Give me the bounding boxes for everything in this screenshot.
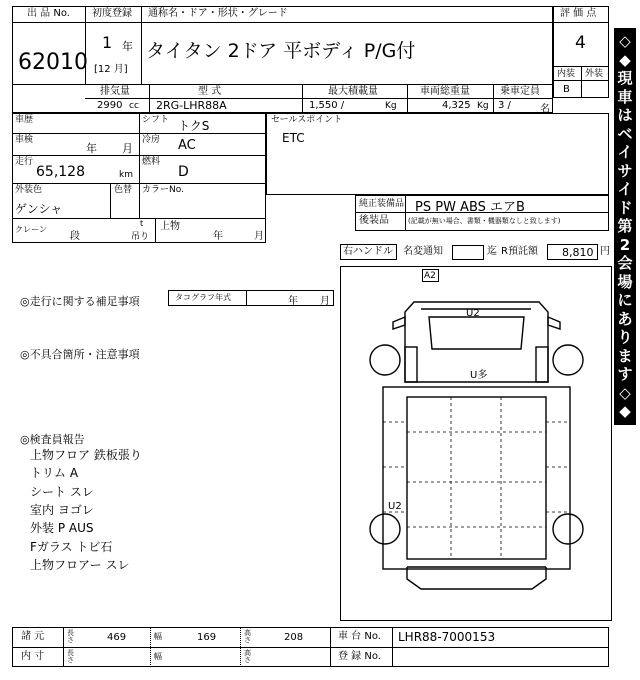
interior-height-label: 高さ [244,649,251,664]
report-line: 上物フロア 鉄板張り [30,448,142,462]
fuel-label: 燃料 [142,157,161,167]
chassis-label: 車 台 No. [338,631,381,642]
recycle-unit: 円 [600,246,610,257]
width-label: 幅 [154,632,162,641]
registration-label: 登 録 No. [338,651,381,662]
shift-value: トクS [178,119,210,133]
shift-label: シフト [142,115,170,125]
score-label: 評 価 点 [560,8,597,19]
height-value: 208 [284,632,304,643]
model-value: 2RG-LHR88A [156,99,227,112]
tacho-year: 年 [288,296,298,307]
recycle-value: 8,810 [562,246,594,259]
interior-width-label: 幅 [154,652,162,661]
crane-ton: t [140,219,144,228]
name-change-box [452,245,484,260]
ac-label: 冷房 [142,135,161,145]
defect-title: ◎不具合箇所・注意事項 [20,348,140,361]
maxload-unit: Kg [385,101,397,111]
ac-value: AC [178,138,196,153]
upper-year: 年 [213,231,223,242]
location-note: ◇ ◆ 現 車 は ベ イ サ イ ド 第 2 会 場 に あ り ま す ◇ ◆ [614,28,636,425]
color-change-label: 色替 [114,185,133,195]
report-line: 室内 ヨゴレ [30,503,94,517]
report-line: シート スレ [30,485,94,499]
crane-hang: 吊り [131,232,150,242]
gross-weight-label: 車両総重量 [420,86,470,97]
length-label: 長さ [67,629,74,644]
interior-score-label: 内装 [557,69,576,79]
upper-label: 上物 [160,221,180,232]
displacement-unit: cc [129,101,139,111]
capacity-value: 3 / [498,100,511,111]
report-line: 上物フロアー スレ [30,558,130,572]
travel-title: ◎走行に関する補足事項 [20,295,140,308]
capacity-label: 乗車定員 [500,86,540,97]
car-name: タイタン 2ドア 平ボディ P/G付 [146,40,416,62]
first-reg-label: 初度登録 [92,8,132,19]
mileage-value: 65,128 [36,164,85,180]
history-label: 車歴 [15,115,34,125]
inspector-title: ◎検査員報告 [20,433,85,446]
maxload-label: 最大積載量 [328,86,378,97]
exterior-score-label: 外装 [585,69,604,79]
color-code-label: カラーNo. [142,185,184,195]
color-label: 外装色 [15,185,43,195]
lot-label: 出 品 No. [27,8,70,19]
inspection-label: 車検 [15,135,34,145]
recycle-label: R預託額 [501,246,538,257]
handle-text: 右ハンドル [343,246,393,257]
report-line: Fガラス トビ石 [30,540,113,554]
reg-year-unit: 年 [122,40,133,53]
sales-box [266,113,609,195]
after-parts-note: (記載が無い場合、書類・機器類なしと致します) [408,217,561,225]
grade-label: 通称名・ドア・形状・グレード [148,8,288,19]
width-value: 169 [197,632,217,643]
displacement-value: 2990 [97,100,123,111]
equipment-label: 純正装備品 [359,199,405,209]
interior-length-label: 長さ [67,649,74,664]
displacement-label: 排気量 [100,86,130,97]
reg-month: [12 月] [94,64,128,75]
inspection-year: 年 [86,142,97,155]
height-label: 高さ [244,629,251,644]
truck-outline [341,267,611,620]
report-line: トリム A [30,466,79,480]
capacity-unit: 名 [540,104,550,115]
crane-stage: 段 [70,231,80,242]
lot-number: 62010 [18,50,88,75]
deadline-mark: 迄 [487,246,497,257]
mileage-label: 走行 [15,157,34,167]
sales-value: ETC [282,131,305,145]
reg-year: 1 [102,33,113,52]
damage-code-u2-top: U2 [466,308,480,319]
damage-code-u2-side: U2 [388,501,402,512]
model-label: 型 式 [198,86,222,97]
interior-dims-label: 内 寸 [21,651,45,662]
damage-code-a2: A2 [424,271,436,281]
report-line: 外装 P AUS [30,521,94,535]
interior-score: B [563,84,570,95]
equipment-value: PS PW ABS エアB [415,200,525,215]
length-value: 469 [107,632,127,643]
maxload-value: 1,550 / [309,100,345,111]
gross-weight-value: 4,325 [442,100,471,111]
chassis-value: LHR88-7000153 [398,630,496,644]
damage-diagram [340,266,612,621]
tacho-label: タコグラフ年式 [175,293,231,302]
dims-label: 諸 元 [21,631,45,642]
crane-label: クレーン [15,225,47,234]
after-parts-label: 後装品 [359,215,389,226]
score-value: 4 [575,33,586,53]
tacho-month: 月 [320,296,330,307]
fuel-value: D [178,164,189,180]
color-value: ゲンシャ [15,202,63,216]
upper-month: 月 [254,231,264,242]
sales-label: セールスポイント [271,115,343,125]
damage-code-u-many: U多 [470,370,488,381]
mileage-unit: km [119,170,133,180]
inspection-month: 月 [122,142,133,155]
gross-weight-unit: Kg [477,101,489,111]
name-change-label: 名変通知 [403,246,443,257]
